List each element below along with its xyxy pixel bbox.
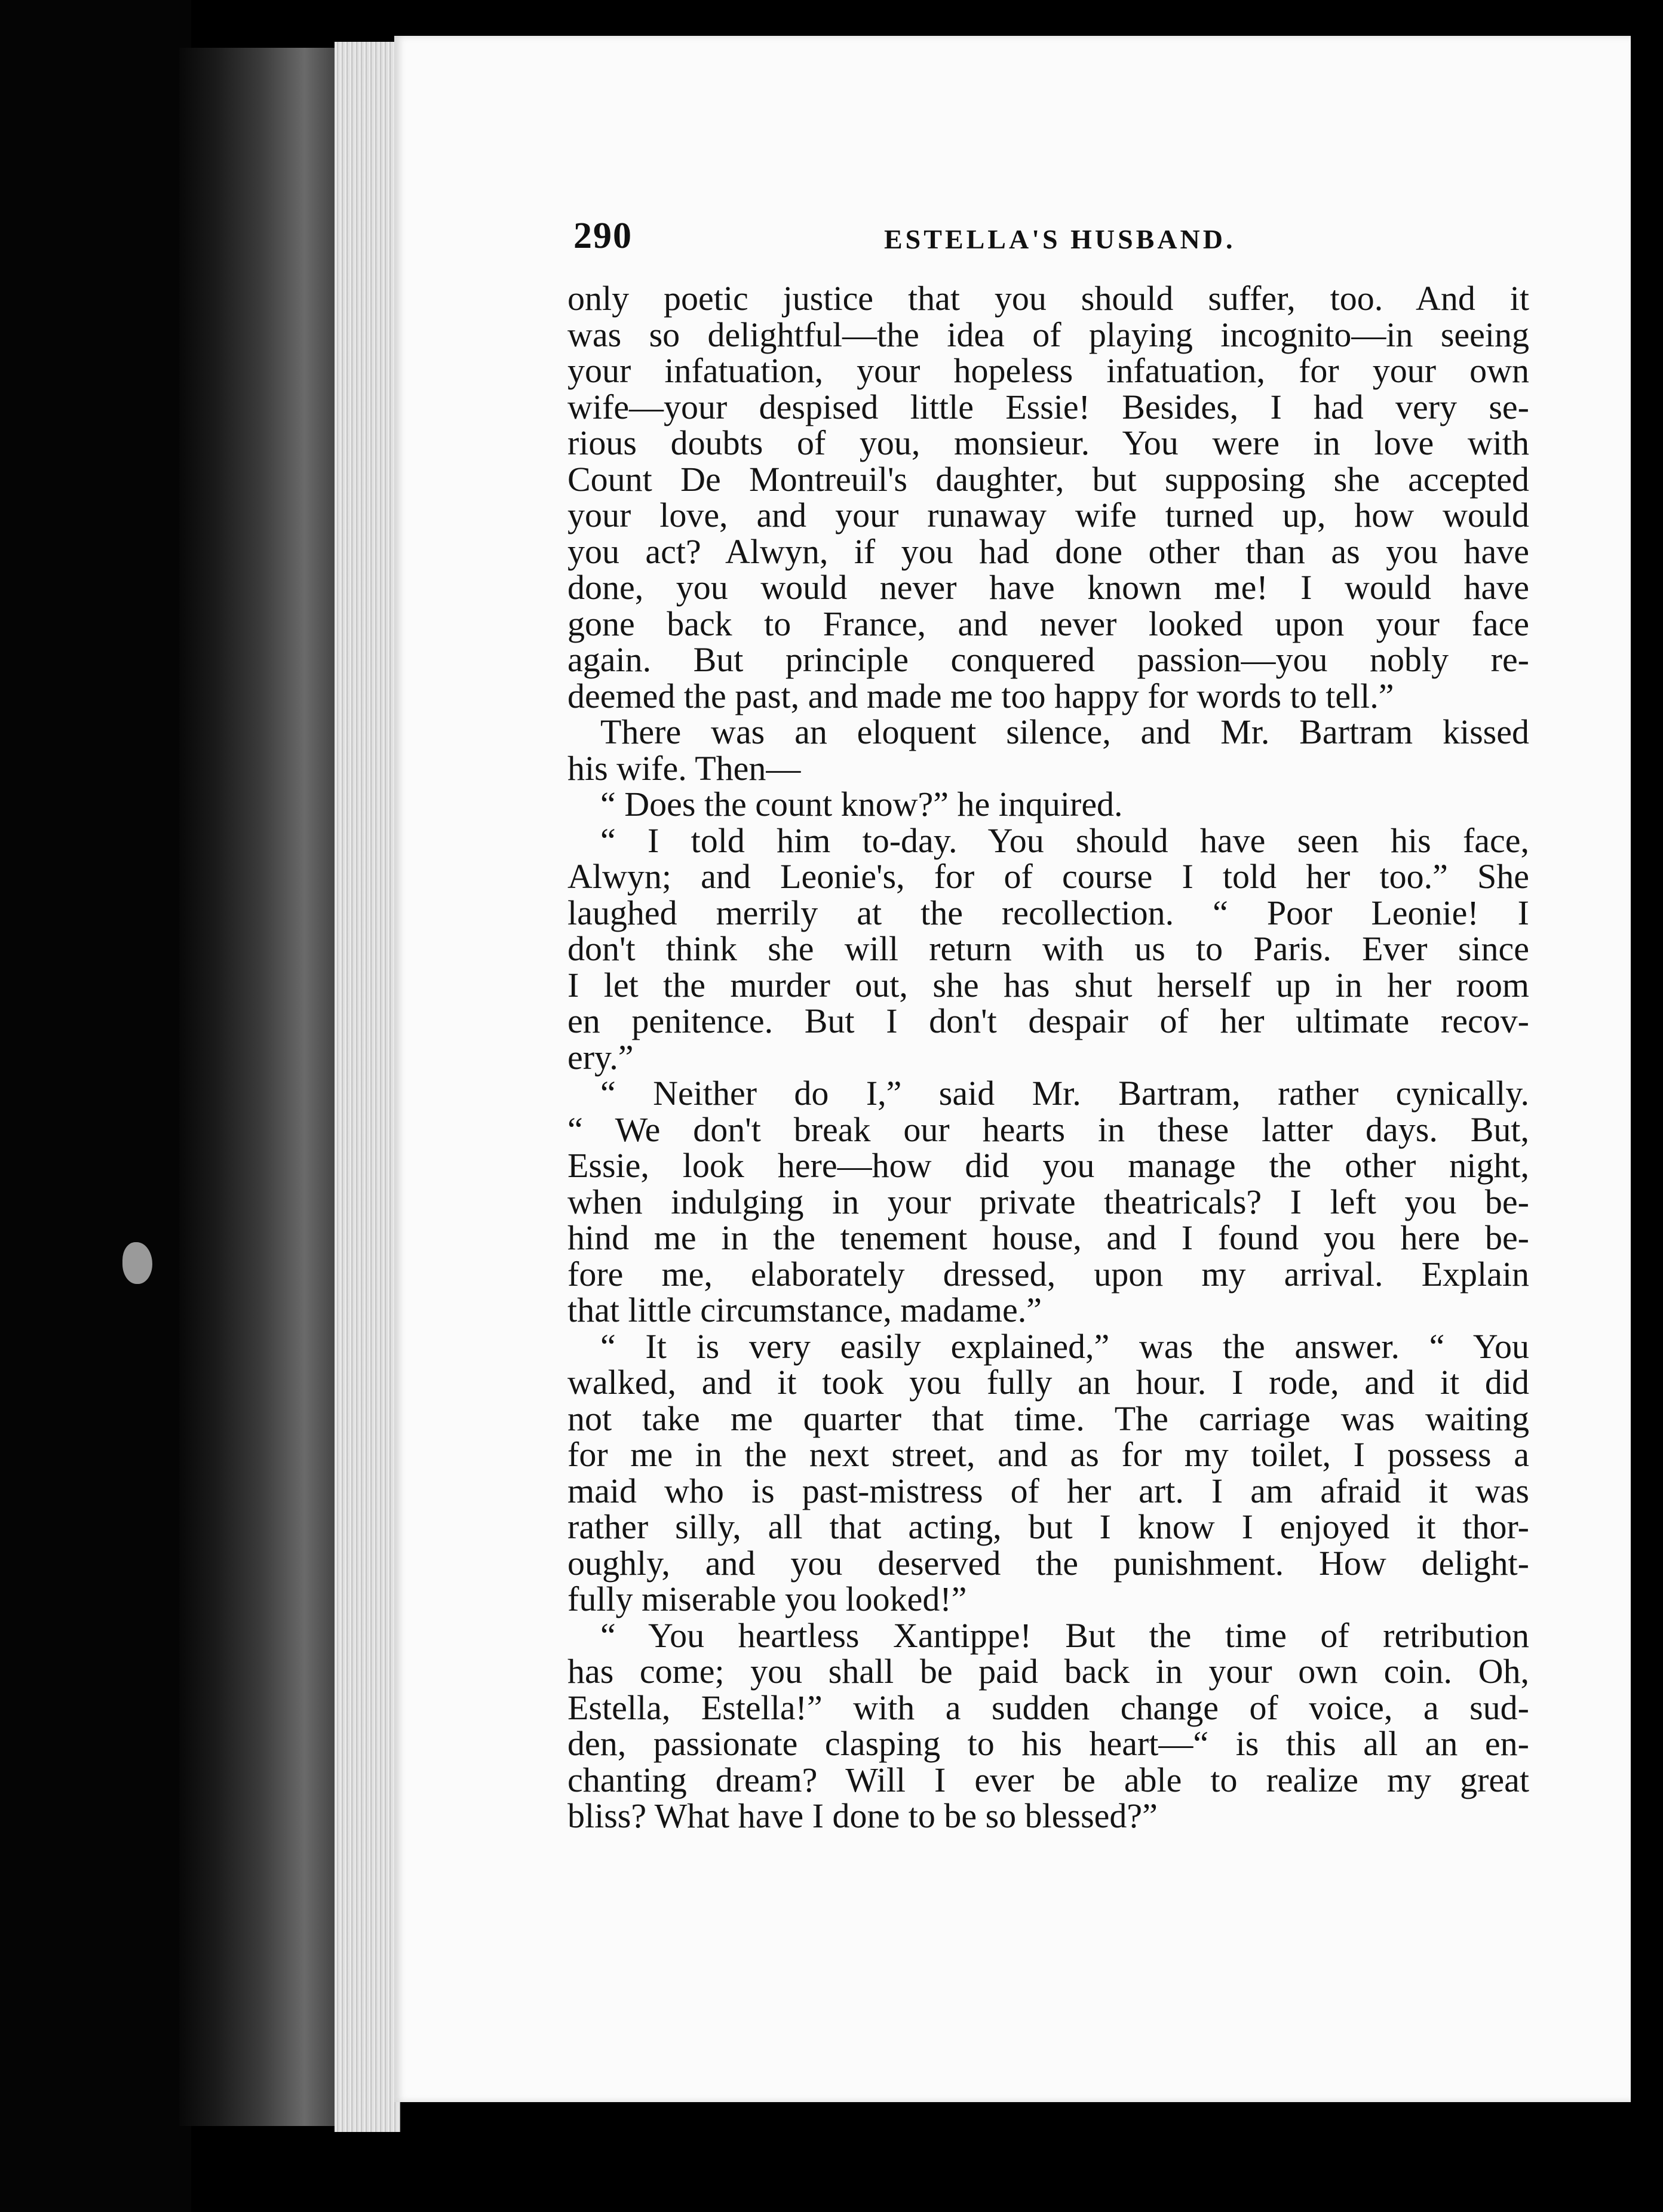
text-line: not take me quarter that time. The carriage was waiting — [567, 1399, 1529, 1438]
text-line: don't think she will return with us to Paris. Ever since — [567, 929, 1529, 968]
text-line: Essie, look here—how did you manage the other night, — [567, 1146, 1529, 1185]
text-line: bliss? What have I done to be so blessed?” — [567, 1796, 1158, 1835]
text-line: you act? Alwyn, if you had done other than as you have — [567, 532, 1529, 571]
book-shadow — [0, 0, 191, 2212]
page-stack-edge — [335, 42, 400, 2132]
text-line: There was an eloquent silence, and Mr. Bartram kissed — [600, 712, 1529, 751]
thumb-smudge — [122, 1242, 152, 1284]
text-line: gone back to France, and never looked upon your face — [567, 604, 1529, 643]
text-line: done, you would never have known me! I would have — [567, 568, 1529, 607]
text-line: his wife. Then— — [567, 748, 801, 788]
text-line: fore me, elaborately dressed, upon my arrival. Explain — [567, 1254, 1529, 1294]
page — [394, 36, 1631, 2102]
text-line: wife—your despised little Essie! Besides, I had very se- — [567, 387, 1529, 426]
book-edge — [179, 48, 358, 2126]
text-line: en penitence. But I don't despair of her ultimate recov- — [567, 1001, 1529, 1040]
text-line: that little circumstance, madame.” — [567, 1291, 1042, 1329]
page-number: 290 — [573, 216, 633, 256]
text-line: hind me in the tenement house, and I found you here be- — [567, 1218, 1529, 1257]
text-line: again. But principle conquered passion—you nobly re- — [567, 640, 1529, 679]
text-line: “ Does the count know?” he inquired. — [600, 785, 1123, 824]
text-line: “ You heartless Xantippe! But the time of retribution — [600, 1615, 1529, 1655]
text-line: Estella, Estella!” with a sudden change of voice, a sud- — [567, 1688, 1529, 1727]
body-text — [567, 281, 1529, 1835]
text-line: laughed merrily at the recollection. “ Poor Leonie! I — [567, 893, 1529, 932]
text-line: rather silly, all that acting, but I know I enjoyed it thor- — [567, 1507, 1529, 1546]
text-line: oughly, and you deserved the punishment. How delight- — [567, 1543, 1529, 1583]
text-line: when indulging in your private theatricals? I left you be- — [567, 1182, 1529, 1221]
text-line: only poetic justice that you should suffer, too. And it — [567, 279, 1529, 318]
text-line: fully miserable you looked!” — [567, 1580, 967, 1618]
text-line: chanting dream? Will I ever be able to realize my great — [567, 1760, 1529, 1799]
text-line: for me in the next street, and as for my toilet, I possess a — [567, 1435, 1529, 1474]
text-line: deemed the past, and made me too happy for words to tell.” — [567, 676, 1394, 715]
text-line: “ It is very easily explained,” was the answer. “ You — [600, 1326, 1529, 1366]
running-head — [573, 215, 1589, 263]
text-line: den, passionate clasping to his heart—“ is this all an en- — [567, 1724, 1529, 1763]
text-line: walked, and it took you fully an hour. I rode, and it did — [567, 1363, 1529, 1402]
text-line: your infatuation, your hopeless infatuation, for your own — [567, 351, 1529, 390]
text-line: “ We don't break our hearts in these latter days. But, — [567, 1110, 1529, 1149]
text-line: ery.” — [567, 1037, 634, 1077]
text-line: has come; you shall be paid back in your own coin. Oh, — [567, 1652, 1529, 1691]
text-line: “ Neither do I,” said Mr. Bartram, rather cynically. — [600, 1074, 1529, 1113]
text-line: was so delightful—the idea of playing incognito—in seeing — [567, 315, 1529, 354]
text-line: I let the murder out, she has shut herself up in her room — [567, 965, 1529, 1004]
text-line: “ I told him to-day. You should have seen his face, — [600, 821, 1529, 860]
text-line: Alwyn; and Leonie's, for of course I told her too.” She — [567, 857, 1529, 896]
text-line: Count De Montreuil's daughter, but supposing she accepted — [567, 459, 1529, 499]
text-line: maid who is past-mistress of her art. I am afraid it was — [567, 1471, 1529, 1510]
text-line: your love, and your runaway wife turned up, how would — [567, 496, 1529, 534]
text-line: rious doubts of you, monsieur. You were in love with — [567, 423, 1529, 462]
running-title: ESTELLA'S HUSBAND. — [884, 224, 1236, 254]
